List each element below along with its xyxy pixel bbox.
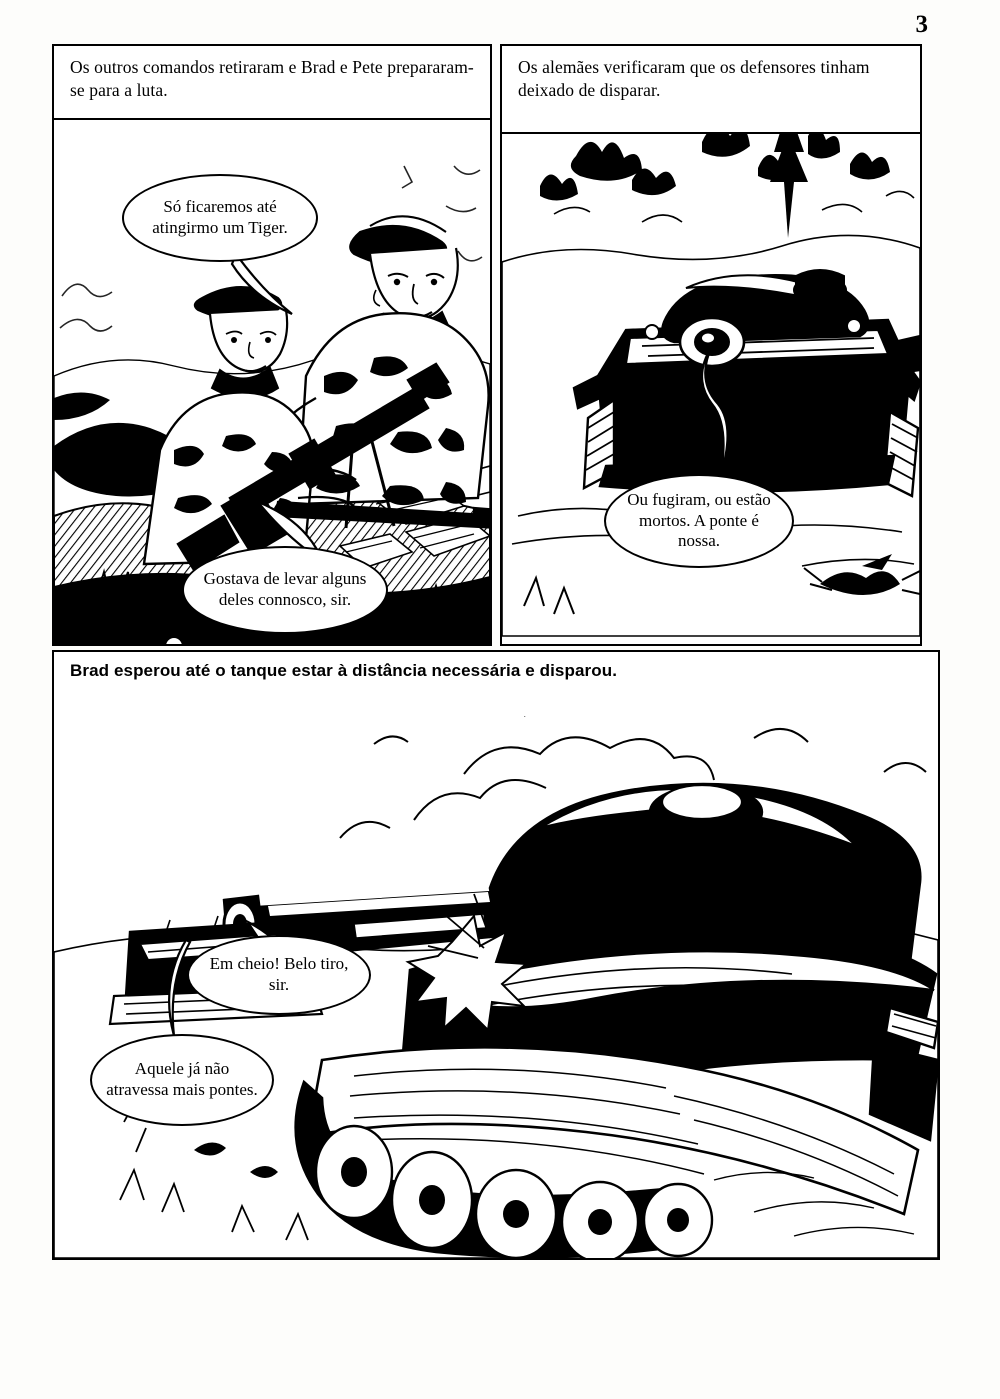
panel-1-balloon-1-tail <box>230 252 320 322</box>
panel-2-balloon-3-tail <box>692 342 742 482</box>
panel-3-caption: Brad esperou até o tanque estar à distância necessária e disparou. <box>54 652 938 716</box>
speech-balloon-3: Ou fugiram, ou estão mortos. A ponte é nossa. <box>604 474 794 568</box>
speech-balloon-5: Aquele já não atravessa mais pontes. <box>90 1034 274 1126</box>
comic-panel-3 <box>52 650 940 1260</box>
page-number: 3 <box>915 11 928 38</box>
panel-1-caption: Os outros comandos retiraram e Brad e Pete prepararam-se para a luta. <box>54 46 490 120</box>
comic-panel-2 <box>500 44 922 646</box>
speech-balloon-4: Em cheio! Belo tiro, sir. <box>187 935 371 1015</box>
speech-balloon-1: Só ficaremos até atingirmo um Tiger. <box>122 174 318 262</box>
comic-panel-1 <box>52 44 492 646</box>
panel-2-caption: Os alemães verificaram que os defensores tinham deixado de disparar. <box>502 46 920 134</box>
speech-balloon-2: Gostava de levar alguns deles connosco, sir. <box>182 546 388 634</box>
